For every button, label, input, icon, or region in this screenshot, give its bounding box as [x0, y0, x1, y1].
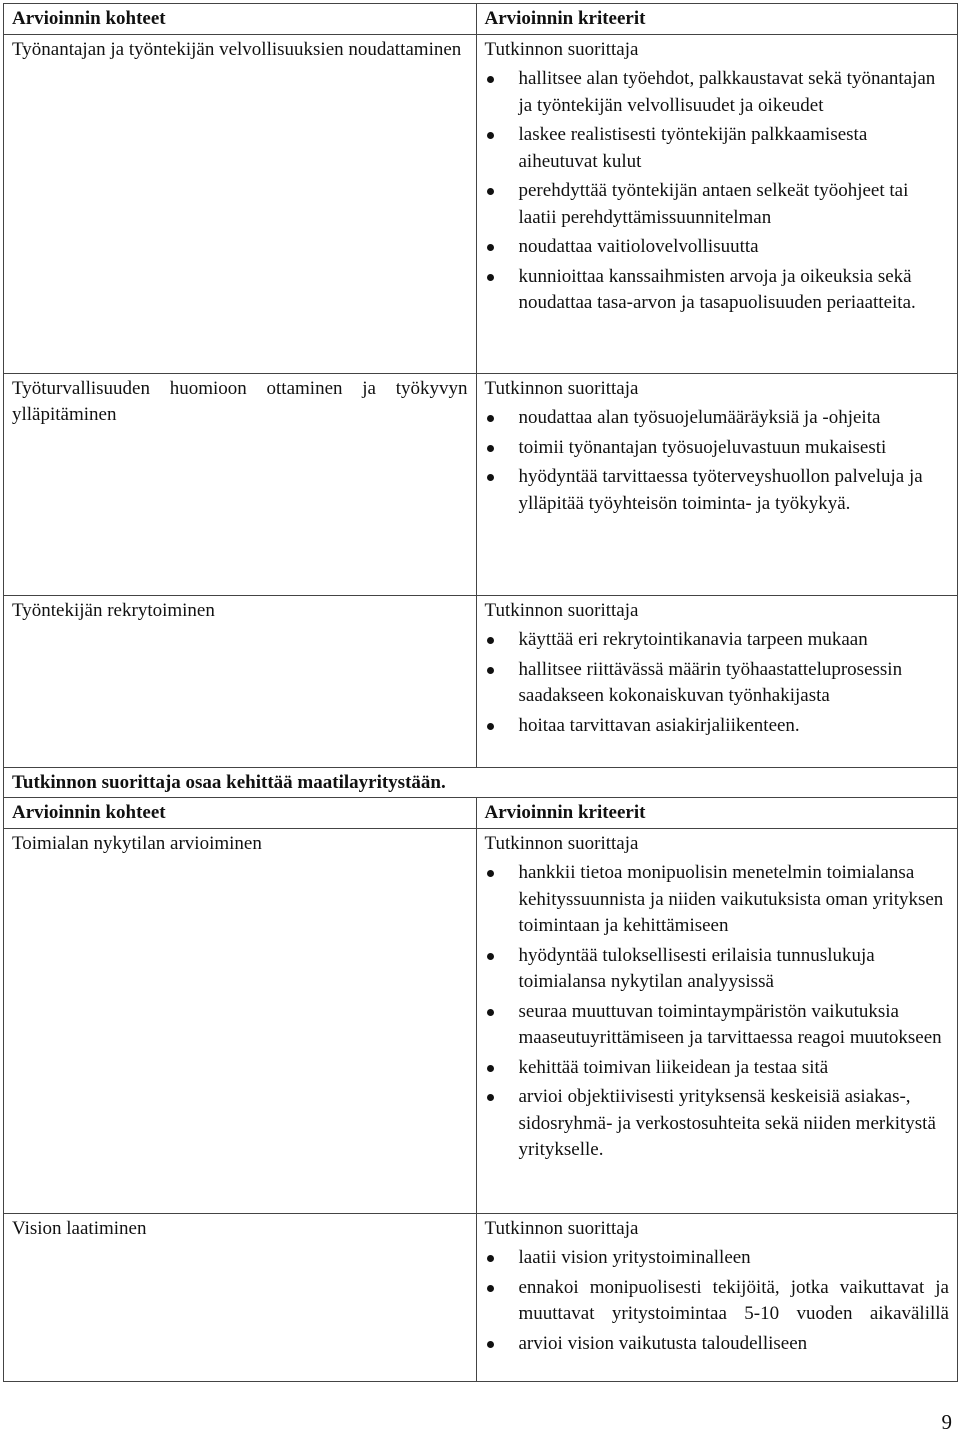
- bullet-icon: [487, 1255, 494, 1262]
- criteria-list: [485, 627, 950, 739]
- list-item: hallitsee riittävässä määrin työhaastatteluprosessin saadakseen kokonaiskuvan työnhakijasta: [485, 657, 950, 710]
- list-item: kunnioittaa kanssaihmisten arvoja ja oikeuksia sekä noudattaa tasa-arvon ja tasapuolisuuden periaatteita.: [485, 264, 950, 317]
- criteria-list: [485, 405, 950, 517]
- table-header-row: [4, 4, 958, 35]
- list-item: hallitsee alan työehdot, palkkaustavat sekä työnantajan ja työntekijän velvollisuudet ja oikeudet: [485, 66, 950, 119]
- assessment-target: [4, 34, 477, 373]
- criteria-table: [3, 3, 958, 1382]
- criteria-list: [485, 1245, 950, 1357]
- criteria-lead: Tutkinnon suorittaja: [484, 1217, 639, 1239]
- bullet-icon: [487, 132, 494, 139]
- target-text: Työnantajan ja työntekijän velvollisuuksien noudattaminen: [12, 38, 462, 60]
- bullet-icon: [487, 188, 494, 195]
- criteria-list: [485, 860, 950, 1164]
- list-item: noudattaa alan työsuojelumääräyksiä ja -ohjeita: [485, 405, 950, 432]
- list-item: kehittää toimivan liikeidean ja testaa sitä: [485, 1055, 950, 1082]
- assessment-target: [4, 1213, 477, 1381]
- bullet-icon: [487, 1341, 494, 1348]
- bullet-icon: [487, 274, 494, 281]
- header-criteria: Arvioinnin kriteerit: [476, 4, 958, 35]
- target-text: Toimialan nykytilan arvioiminen: [12, 832, 262, 854]
- assessment-target: [4, 828, 477, 1213]
- criteria-list: [485, 66, 950, 317]
- target-text: Työntekijän rekrytoiminen: [12, 599, 215, 621]
- list-item: hankkii tietoa monipuolisin menetelmin toimialansa kehityssuunnista ja niiden vaikutuksista oman yrityksen toimintaan ja kehittämiseen: [485, 860, 950, 940]
- list-item: hyödyntää tarvittaessa työterveyshuollon palveluja ja ylläpitää työyhteisön toiminta- ja työkykyä.: [485, 464, 950, 517]
- header-targets: Arvioinnin kohteet: [4, 798, 477, 829]
- header-criteria: Arvioinnin kriteerit: [476, 798, 958, 829]
- list-item: seuraa muuttuvan toimintaympäristön vaikutuksia maaseutuyrittämiseen ja tarvittaessa reagoi muutokseen: [485, 999, 950, 1052]
- list-item: hyödyntää tuloksellisesti erilaisia tunnuslukuja toimialansa nykytilan analyysissä: [485, 943, 950, 996]
- list-item: arvioi vision vaikutusta taloudelliseen: [485, 1331, 950, 1358]
- list-item: laatii vision yritystoiminalleen: [485, 1245, 950, 1272]
- target-text: Työturvallisuuden huomioon ottaminen ja työkyvyn ylläpitäminen: [12, 377, 468, 425]
- criteria-lead: Tutkinnon suorittaja: [484, 38, 639, 60]
- section-title: Tutkinnon suorittaja osaa kehittää maatilayritystään.: [4, 767, 958, 798]
- bullet-icon: [487, 637, 494, 644]
- assessment-criteria: [476, 1213, 958, 1381]
- assessment-criteria: [476, 828, 958, 1213]
- assessment-criteria: [476, 34, 958, 373]
- list-item: laskee realistisesti työntekijän palkkaamisesta aiheutuvat kulut: [485, 122, 950, 175]
- list-item: hoitaa tarvittavan asiakirjaliikenteen.: [485, 713, 950, 740]
- bullet-icon: [487, 415, 494, 422]
- bullet-icon: [487, 445, 494, 452]
- assessment-target: [4, 595, 477, 767]
- table-row: [4, 34, 958, 373]
- list-item: ennakoi monipuolisesti tekijöitä, jotka vaikuttavat ja muuttavat yritystoimintaa 5-10 vuoden aikavälillä: [485, 1275, 950, 1328]
- bullet-icon: [487, 1009, 494, 1016]
- table-row: [4, 373, 958, 595]
- criteria-lead: Tutkinnon suorittaja: [484, 599, 639, 621]
- criteria-lead: Tutkinnon suorittaja: [484, 377, 639, 399]
- bullet-icon: [487, 76, 494, 83]
- page-number: 9: [941, 1410, 952, 1434]
- bullet-icon: [487, 1094, 494, 1101]
- bullet-icon: [487, 244, 494, 251]
- bullet-icon: [487, 1065, 494, 1072]
- list-item: toimii työnantajan työsuojeluvastuun mukaisesti: [485, 435, 950, 462]
- assessment-criteria: [476, 373, 958, 595]
- criteria-lead: Tutkinnon suorittaja: [484, 832, 639, 854]
- table-header-row: [4, 798, 958, 829]
- bullet-icon: [487, 870, 494, 877]
- list-item: arvioi objektiivisesti yrityksensä keskeisiä asiakas-, sidosryhmä- ja verkostosuhteita sekä niiden merkitystä yritykselle.: [485, 1084, 950, 1164]
- section-title-row: [4, 767, 958, 798]
- assessment-criteria: [476, 595, 958, 767]
- table-row: [4, 1213, 958, 1381]
- header-targets: Arvioinnin kohteet: [4, 4, 477, 35]
- assessment-target: [4, 373, 477, 595]
- bullet-icon: [487, 953, 494, 960]
- bullet-icon: [487, 1285, 494, 1292]
- list-item: perehdyttää työntekijän antaen selkeät työohjeet tai laatii perehdyttämissuunnitelman: [485, 178, 950, 231]
- list-item: käyttää eri rekrytointikanavia tarpeen mukaan: [485, 627, 950, 654]
- target-text: Vision laatiminen: [12, 1217, 147, 1239]
- bullet-icon: [487, 474, 494, 481]
- list-item: noudattaa vaitiolovelvollisuutta: [485, 234, 950, 261]
- table-row: [4, 595, 958, 767]
- bullet-icon: [487, 723, 494, 730]
- table-row: [4, 828, 958, 1213]
- bullet-icon: [487, 667, 494, 674]
